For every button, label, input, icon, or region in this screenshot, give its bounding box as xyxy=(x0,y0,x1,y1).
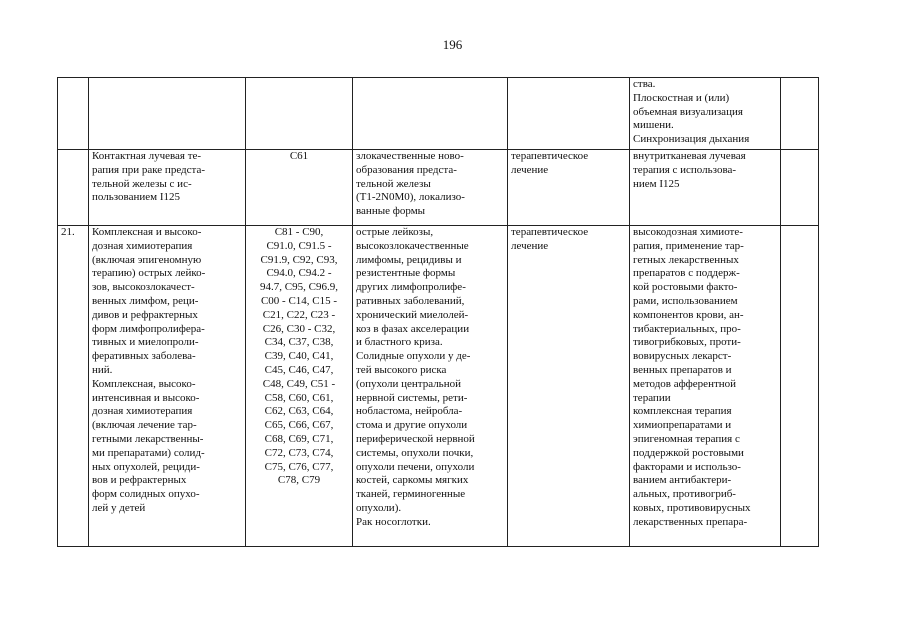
row-number-cell: 21. xyxy=(58,226,89,547)
procedure-name-cell: Контактная лучевая те- рапия при раке предста- тельной железы с ис- пользованием I125 xyxy=(89,150,246,226)
extra-cell xyxy=(781,150,819,226)
row-number-cell xyxy=(58,78,89,150)
extra-cell xyxy=(781,78,819,150)
table-row xyxy=(58,78,819,150)
disease-model-cell: злокачественные ново- образования предста- тельной железы (T1-2N0M0), локализо- ванные формы xyxy=(353,150,508,226)
disease-model-cell xyxy=(353,78,508,150)
treatment-type-cell: терапевтическое лечение xyxy=(508,226,630,547)
procedure-name-cell: Комплексная и высоко- дозная химиотерапия (включая эпигеномную терапию) острых лейко- зов, высокозлокачест- венных лимфом, реци- дивов и рефрактерных форм лимфопролифера- тивных и миелопроли- феративных заболева- ний. Комплексная, высоко- интенсивная и высоко- дозная химиотерапия (включая лечение тар- гетными лекарственны- ми препаратами) солид- ных опухолей, рециди- вов и рефрактерных форм солидных опухо- лей у детей xyxy=(89,226,246,547)
table-row xyxy=(58,150,819,226)
icd-codes-cell xyxy=(246,78,353,150)
treatment-type-cell: терапевтическое лечение xyxy=(508,150,630,226)
icd-codes-cell: C81 - C90, C91.0, C91.5 - C91.9, C92, C93, C94.0, C94.2 - 94.7, C95, C96.9, C00 - C14, C15 - C21, C22, C23 - C26, C30 - C32, C34, C37, C38, C39, C40, C41, C45, C46, C47, C48, C49, C51 - C58, C60, C61, C62, C63, C64, C65, C66, C67, C68, C69, C71, C72, C73, C74, C75, C76, C77, C78, C79 xyxy=(246,226,353,547)
procedures-table xyxy=(57,77,819,547)
table-row xyxy=(58,226,819,547)
treatment-method-cell: высокодозная химиоте- рапия, применение тар- гетных лекарственных препаратов с поддерж- кой ростовыми факто- рами, использованием компонентов крови, ан- тибактериальных, про- тивогрибковых, проти- вовирусных лекарст- венных препаратов и методов афферентной терапии комплексная терапия химиопрепаратами и эпигеномная терапия с поддержкой ростовыми факторами и использо- ванием антибактери- альных, противогриб- ковых, противовирусных лекарственных препара- xyxy=(630,226,781,547)
page-number: 196 xyxy=(442,37,463,52)
procedure-name-cell xyxy=(89,78,246,150)
icd-codes-cell: C61 xyxy=(246,150,353,226)
row-number-cell xyxy=(58,150,89,226)
treatment-method-cell: ства. Плоскостная и (или) объемная визуализация мишени. Синхронизация дыхания xyxy=(630,78,781,150)
disease-model-cell: острые лейкозы, высокозлокачественные лимфомы, рецидивы и резистентные формы других лимфопролифе- ративных заболеваний, хронический миелолей- коз в фазах акселерации и бластного криза. Солидные опухоли у де- тей высокого риска (опухоли центральной нервной системы, рети- нобластома, нейробла- стома и другие опухоли периферической нервной системы, опухоли почки, опухоли печени, опухоли костей, саркомы мягких тканей, герминогенные опухоли). Рак носоглотки. xyxy=(353,226,508,547)
treatment-type-cell xyxy=(508,78,630,150)
extra-cell xyxy=(781,226,819,547)
treatment-method-cell: внутритканевая лучевая терапия с использова- нием I125 xyxy=(630,150,781,226)
